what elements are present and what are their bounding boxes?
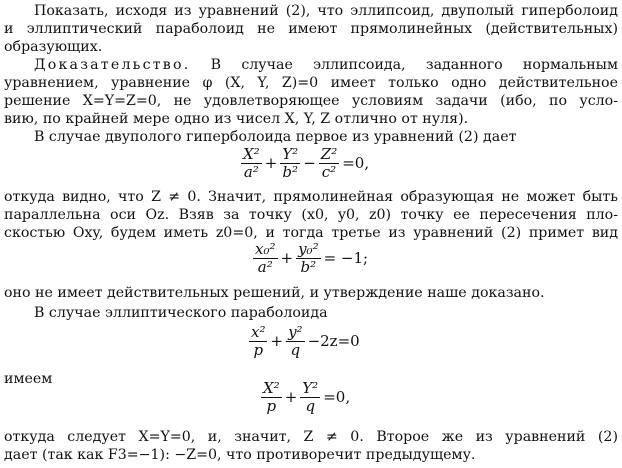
proof-heading: Доказательство. — [34, 57, 191, 73]
text-line: имеем — [4, 371, 53, 387]
text-line: В случае эллиптического параболоида — [34, 305, 328, 321]
text-line: решение X=Y=Z=0, не удовлетворяющее условиям задачи (ибо, по усло- — [4, 93, 618, 109]
formula-third-equation: $\frac{\text{x₀²}}{\text{a²}}$ + $\frac{\text{y₀²}}{\text{b²}}$ = −1; — [255, 240, 369, 276]
text-segment: В случае эллипсоида, заданного нормальным — [210, 57, 618, 73]
text-line: дает (так как F3=−1): −Z=0, что противоречит предыдущему. — [4, 447, 476, 463]
text-line: Показать, исходя из уравнений (2), что эллипсоид, двуполый гиперболоид — [34, 3, 618, 19]
text-line: вию, по крайней мере одно из чисел X, Y, Z отлично от нуля). — [4, 111, 469, 127]
text-line: и эллиптический параболоид не имеют прямолинейных (действительных) — [4, 21, 618, 37]
text-line: образующих. — [4, 39, 103, 55]
formula-paraboloid: $\frac{\text{x²}}{p}$ + $\frac{\text{y²}}{q}$ −2z=0 — [251, 323, 360, 359]
text-line: откуда видно, что Z ≠ 0. Значит, прямолинейная образующая не может быть — [4, 189, 618, 205]
formula-hyperboloid: $\frac{\text{X²}}{\text{a²}}$ + $\frac{\text{Y²}}{\text{b²}}$ − $\frac{\text{Z²}}{\text{c²}}$ =0, — [243, 145, 370, 181]
text-line: скостью Oxy, будем иметь z0=0, и тогда третье из уравнений (2) примет вид — [4, 225, 618, 241]
text-line — [34, 56, 618, 74]
text-line: откуда следует X=Y=0, и, значит, Z ≠ 0. Второе же из уравнений (2) — [4, 429, 618, 445]
text-line: уравнением, уравнение φ (X, Y, Z)=0 имеет только одно действительное — [4, 75, 618, 91]
formula-result: $\frac{\text{X²}}{p}$ + $\frac{\text{Y²}}{q}$ =0, — [263, 379, 351, 415]
text-line: параллельна оси Oz. Взяв за точку (x0, y0, z0) точку ее пересечения пло- — [4, 207, 618, 223]
text-line: оно не имеет действительных решений, и утверждение наше доказано. — [4, 285, 545, 301]
text-line: В случае двуполого гиперболоида первое из уравнений (2) дает — [34, 129, 517, 145]
